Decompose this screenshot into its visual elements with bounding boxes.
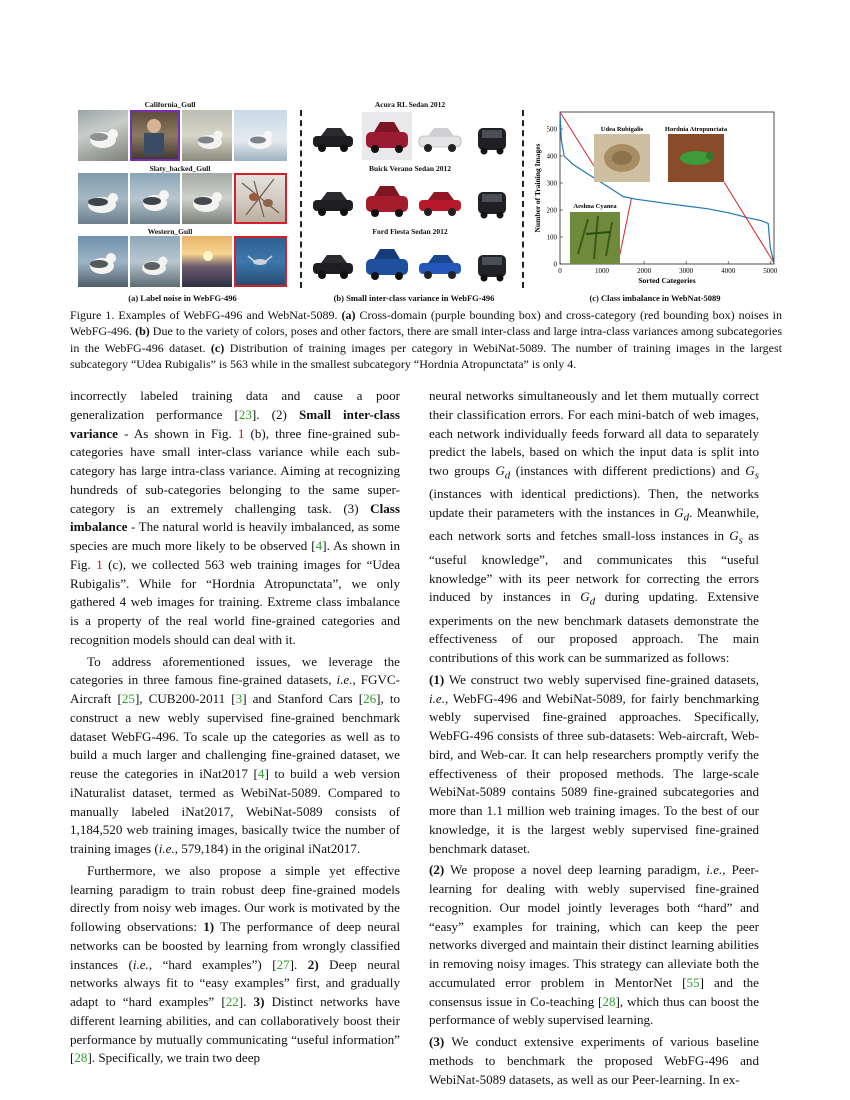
panel-b-title-3: Ford Fiesta Sedan 2012	[372, 227, 448, 236]
bird-image-cross-domain-noise	[130, 110, 180, 161]
left-column	[70, 387, 400, 1068]
panel-divider	[522, 110, 524, 288]
panel-a-title-3: Western_Gull	[147, 227, 193, 236]
caption-bold: (b)	[135, 324, 150, 339]
bird-image	[130, 236, 180, 287]
bird-image	[182, 110, 232, 161]
citation-link[interactable]: 25	[121, 691, 135, 706]
panel-a-caption: (a) Label noise in WebFG-496	[128, 293, 237, 303]
car-image	[362, 176, 412, 224]
annotation-line-max	[560, 112, 594, 166]
figure-ref-link[interactable]: 1	[96, 556, 103, 572]
bird-image-cross-category-noise	[234, 236, 287, 287]
bird-image	[130, 173, 180, 224]
paragraph: (2) We propose a novel deep learning paradigm, i.e., Peer-learning for dealing with webly supervised fine-grained recognition. Our model jointly leverages both “hard” and “easy” examples for training, which can keep the peer networks diverged and maintain their distinct learning abilities in removing noisy images. This strategy can alleviate both the accumulated error problem in MentorNet [55] and the consensus issue in Co-teaching [28], which thus can boost the performance of webly supervised learning.	[429, 862, 759, 1028]
paragraph: (1) We construct two webly supervised fine-grained datasets, i.e., WebFG-496 and WebiNat-5089, for fairly benchmarking webly supervised fine-grained approaches. Specifically, WebFG-496 consists of three sub-datasets: Web-aircraft, Web-bird, and Web-car. It can help researchers promptly verify the effectiveness of their proposed methods. The large-scale WebiNat-5089 contains 5089 fine-grained subcategories and more than 1.1 million web training images. To the best of our knowledge, it is the largest webly supervised fine-grained benchmark dataset.	[429, 671, 759, 856]
x-tick-label: 5000	[763, 267, 778, 275]
panel-a-title-2: Slaty_backed_Gull	[149, 164, 211, 173]
panel-c-caption: (c) Class imbalance in WebNat-5089	[589, 293, 721, 303]
caption-bold: (c)	[210, 340, 225, 355]
car-image	[362, 239, 412, 287]
car-image	[472, 112, 512, 160]
y-tick-label: 300	[546, 179, 557, 188]
x-tick-label: 1000	[595, 267, 610, 275]
x-axis-label: Sorted Categories	[638, 276, 696, 285]
car-image	[416, 114, 464, 160]
inset-label-udea: Udea Rubigalis	[600, 126, 644, 133]
panel-a-title-1: California_Gull	[144, 100, 196, 109]
panel-b-title-2: Buick Verano Sedan 2012	[369, 164, 451, 173]
caption-text: Distribution of training images per category in WebiNat-5089. The number of training images in the largest subcategory “Udea Rubigalis” is 563 while in the smallest subcategory “Hordnia Atropunctata” is only 4.	[70, 340, 783, 372]
car-image	[472, 239, 512, 287]
citation-link[interactable]: 28	[602, 993, 616, 1009]
panel-b-title-1: Acura RL Sedan 2012	[374, 100, 446, 109]
annotation-line-mid	[620, 198, 631, 254]
car-image	[310, 114, 356, 160]
citation-link[interactable]: 23	[238, 406, 252, 422]
figure-1	[70, 96, 782, 306]
paragraph: Furthermore, we also propose a simple yet effective learning paradigm to train robust deep fine-grained models directly from noisy web images. Our work is motivated by the following observations: 1) The performance of deep neural networks can be boosted by learning from wrongly classified instances (i.e., “hard examples”) [27]. 2) Deep neural networks always fit to “easy examples” first, and gradually adapt to “hard examples” [22]. 3) Distinct networks have different learning abilities, and can collaboratively boost their performance by mutually communicating “useful information” [28]. Specifically, we train two deep	[70, 862, 400, 1066]
inset-hordnia-atropunctata	[668, 134, 724, 182]
bird-image	[78, 110, 128, 161]
inset-label-hordnia: Hordnia Atropunctata	[664, 126, 728, 133]
car-image	[362, 112, 412, 160]
citation-link[interactable]: 55	[686, 974, 700, 990]
inset-udea-rubigalis	[594, 134, 650, 182]
citation-link[interactable]: 4	[257, 766, 265, 781]
bird-image	[182, 173, 232, 224]
citation-link[interactable]: 22	[225, 994, 239, 1009]
caption-text: Cross-domain (purple bounding box) and cross-category (red bounding box) noises in WebFG-496.	[70, 308, 782, 339]
citation-link[interactable]: 27	[276, 956, 290, 972]
citation-link[interactable]: 3	[235, 691, 243, 706]
figure-ref-link[interactable]: 1	[237, 425, 245, 441]
y-axis-label: Number of Training Images	[533, 143, 542, 233]
citation-link[interactable]: 28	[74, 1050, 88, 1066]
paragraph: incorrectly labeled training data and cause a poor generalization performance [23]. (2) Small inter-class variance - As shown in Fig. 1 (b), three fine-grained sub-categories have small inter-class variance while each sub-category has large intra-class variance. Aiming at recognizing hundreds of sub-categories belonging to the same super-category is an extremely challenging task. (3) Class imbalance - The natural world is heavily imbalanced, as some species are much more likely to be observed [4]. As shown in Fig. 1 (c), we collected 563 web training images for “Udea Rubigalis”. While for “Hordnia Atropunctata”, we only gathered 4 web images for training. Extreme class imbalance is a property of the real world fine-grained categories and recognition models should can deal with it.	[70, 388, 401, 647]
paragraph: neural networks simultaneously and let them mutually correct their classification errors. For each mini-batch of web images, each network individually feeds forward all data to separately predict the labels, based on which the input data is split into two groups $G_d$ (instances with different predictions) and $G_s$ (instances with identical predictions). Then, the networks update their parameters with the instances in $G_d$. Meanwhile, each network sorts and fetches small-loss instances in $G_s$ as “useful knowledge”, and communicates this “useful knowledge” with its peer network for correcting the errors induced by instances in $G_d$ during updating. Extensive experiments on the new benchmark datasets demonstrate the effectiveness of our proposed approach. The main contributions of this work can be summarized as follows:	[429, 388, 759, 666]
y-tick-label: 400	[546, 152, 557, 161]
caption-bold: (a)	[341, 308, 356, 322]
bird-image-cross-category-noise	[234, 173, 287, 224]
x-tick-label: 3000	[679, 267, 694, 275]
y-tick-label: 500	[546, 125, 557, 134]
paragraph: (3) We conduct extensive experiments of various baseline methods to benchmark the proposed WebFG-496 and WebiNat-5089 datasets, as well as our Peer-learning. In ex-	[429, 1034, 759, 1087]
caption-label: Figure 1.	[70, 308, 115, 322]
y-tick-label: 0	[553, 260, 557, 269]
inset-label-aeshna: Aeshna Cyanea	[573, 203, 617, 210]
caption-text: Examples of WebFG-496 and WebNat-5089.	[114, 308, 342, 322]
car-image	[416, 178, 464, 224]
y-tick-label: 200	[546, 206, 557, 215]
sunset-image-noise	[182, 236, 232, 287]
figure-caption	[70, 307, 782, 373]
bird-image	[78, 236, 128, 287]
x-tick-label: 4000	[721, 267, 736, 275]
x-tick-label: 2000	[637, 267, 652, 275]
right-column	[429, 387, 759, 1089]
car-image	[416, 241, 464, 287]
class-imbalance-chart	[528, 104, 782, 290]
bird-image	[234, 110, 287, 161]
panel-divider	[300, 110, 302, 288]
x-tick-label: 0	[558, 267, 562, 275]
panel-b-caption: (b) Small inter-class variance in WebFG-496	[333, 293, 495, 303]
bird-image	[78, 173, 128, 224]
inset-aeshna-cyanea	[570, 212, 620, 264]
caption-text: Due to the variety of colors, poses and other factors, there are small inter-class and large intra-class variances among subcategories in the WebFG-496 dataset.	[70, 324, 782, 355]
citation-link[interactable]: 26	[363, 691, 377, 706]
citation-link[interactable]: 4	[315, 538, 323, 553]
paragraph: To address aforementioned issues, we leverage the categories in three famous fine-grained datasets, i.e., FGVC-Aircraft [25], CUB200-2011 [3] and Stanford Cars [26], to construct a new webly supervised fine-grained benchmark dataset WebFG-496. To scale up the categories as well as to build a much larger and challenging fine-grained dataset, we reuse the categories in iNat2017 [4] to build a web version iNaturalist dataset, termed as WebiNat-5089. Compared to manually labeled iNat2017, WebiNat-5089 consists of 1,184,520 web training images, basically twice the number of training images (i.e., 579,184) in the original iNat2017.	[70, 653, 401, 856]
car-image	[310, 178, 356, 224]
y-tick-label: 100	[546, 233, 557, 242]
car-image	[310, 241, 356, 287]
car-image	[472, 176, 512, 224]
